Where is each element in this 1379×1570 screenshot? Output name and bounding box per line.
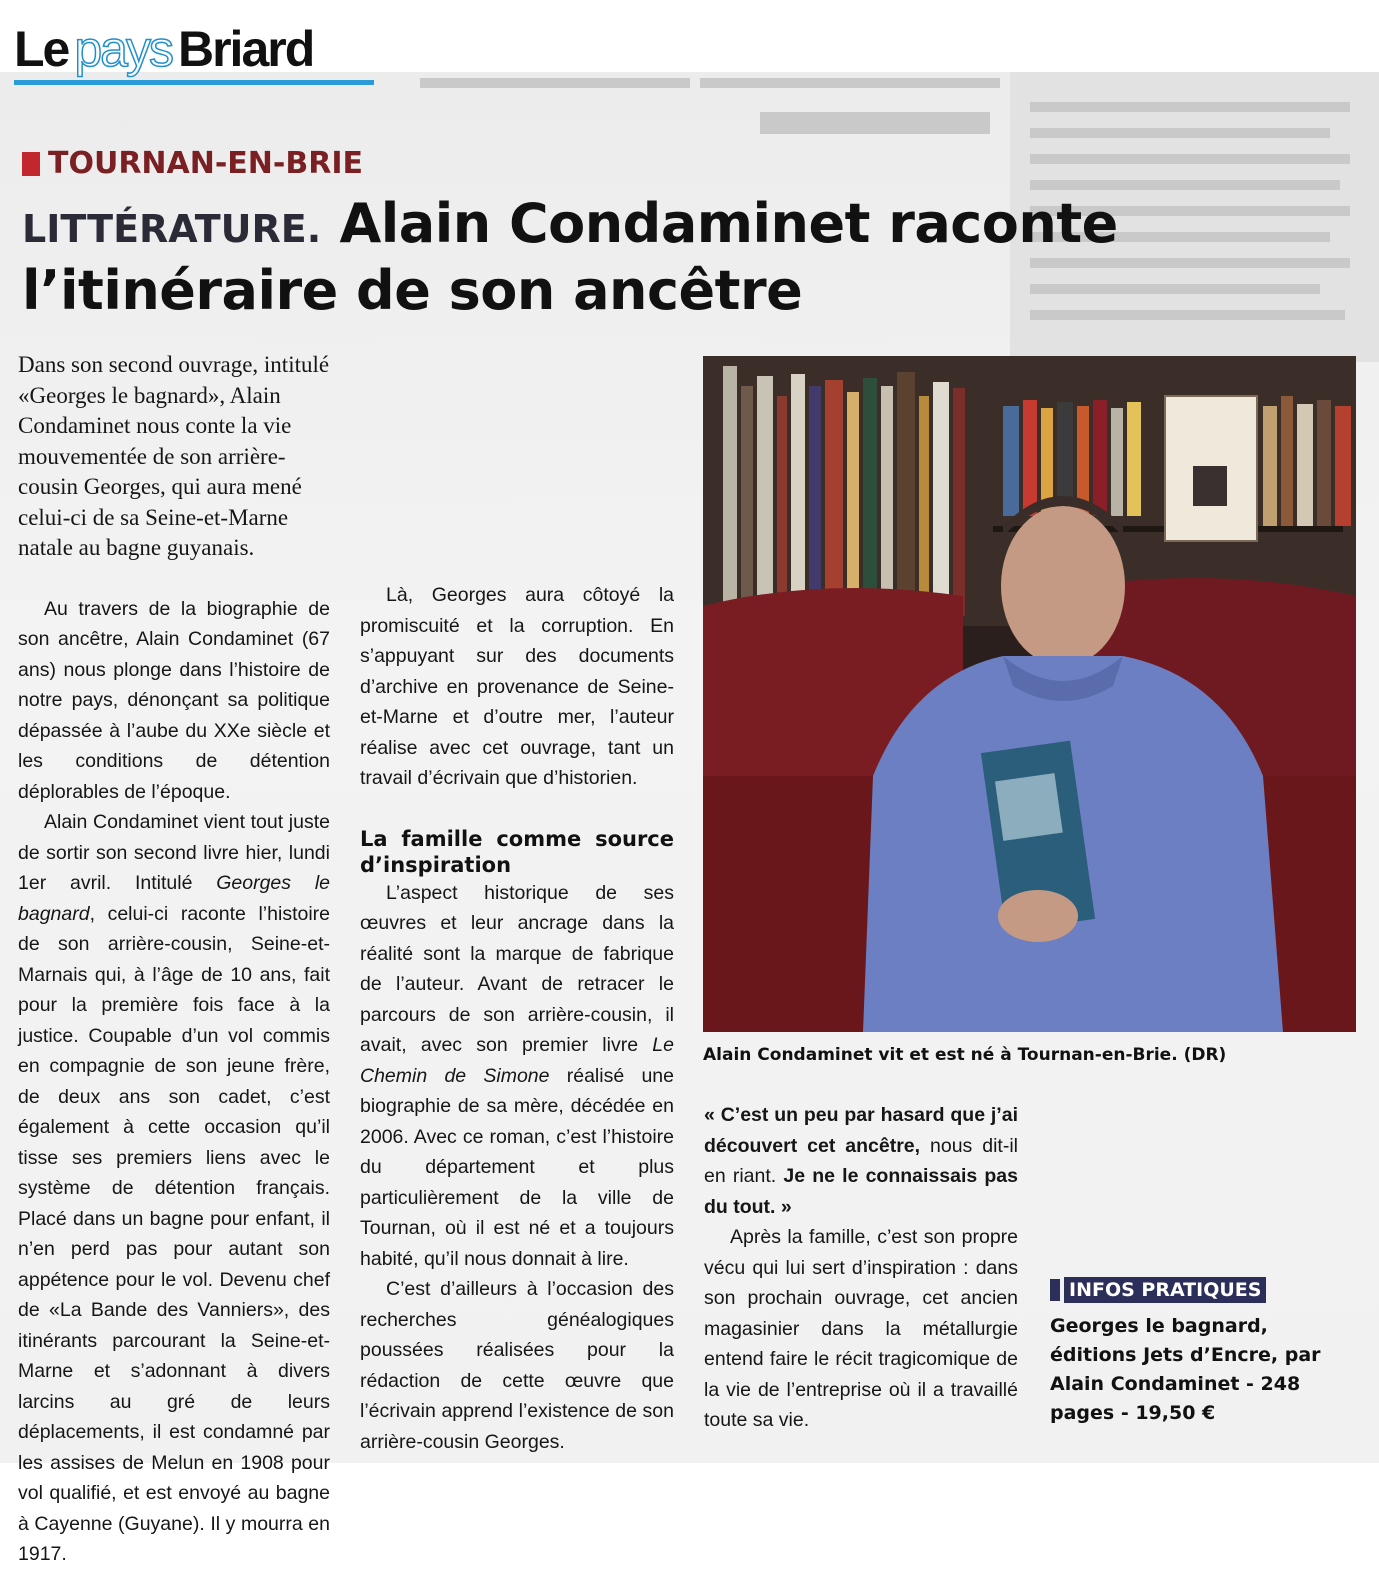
article-lead: Dans son second ouvrage, intitulé «Georges le bagnard», Alain Condaminet nous conte la vie mouvementée de son arrière-cousin Georges, qui aura mené celui-ci de sa Seine-et-Marne natale au bagne guyanais. <box>18 352 330 560</box>
article-column-1 <box>18 350 330 1570</box>
article-paragraph-5: C’est d’ailleurs à l’occasion des recherches généalogiques poussées réalisées pour la rédaction de cette œuvre que l’écrivain apprend l’existence de son arrière-cousin Georges. <box>360 1278 674 1453</box>
book-title-georges: Georges le bagnard <box>18 872 331 925</box>
masthead-logo <box>14 20 313 80</box>
article-headline <box>22 193 1302 322</box>
logo-word-pays: pays <box>74 21 172 77</box>
article-column-2 <box>360 350 674 1457</box>
infos-square-icon <box>1050 1279 1060 1301</box>
article-column-3 <box>704 1100 1018 1436</box>
article-paragraph-3: Là, Georges aura côtoyé la promiscuité et la corruption. En s’appuyant sur des documents d’archive en provenance de Seine-et-Marne et d’outre mer, l’auteur réalise avec cet ouvrage, tant un travail d’écrivain que d’historien. <box>360 584 674 789</box>
article-subhead: La famille comme source d’inspiration <box>360 826 674 877</box>
article-quote <box>704 1100 1018 1222</box>
article-paragraph-4 <box>360 878 674 1275</box>
quote-attribution: nous dit-il en riant. <box>704 1134 1018 1187</box>
paragraph-2-start: Alain Condaminet vient tout juste de sortir son second livre hier, lundi 1er avril. Intitulé <box>18 811 330 894</box>
headline-title: Alain Condaminet raconte l’itinéraire de son ancêtre <box>22 192 1118 322</box>
article-paragraph-2 <box>18 807 330 1570</box>
logo-word-briard: Briard <box>177 21 314 77</box>
book-title-simone: Le Chemin de Simone <box>360 1034 674 1087</box>
paragraph-4-start: L’aspect historique de ses œuvres et leur ancrage dans la réalité sont la marque de fabrique de l’auteur. Avant de retracer le parcours de son arrière-cousin, il avait, avec son premier livre <box>360 881 674 1056</box>
photo-illustration <box>703 356 1356 1032</box>
article-paragraph-1: Au travers de la biographie de son ancêtre, Alain Condaminet (67 ans) nous plonge dans l’histoire de notre pays, dénonçant sa politique dépassée à l’aube du XXe siècle et les conditions de détention déplorables de l’époque. <box>18 597 330 803</box>
infos-pratiques-text: Georges le bagnard, éditions Jets d’Encre, par Alain Condaminet - 248 pages - 19,50 € <box>1050 1315 1321 1424</box>
rubric-square-icon <box>22 152 40 176</box>
infos-label: INFOS PRATIQUES <box>1064 1277 1266 1303</box>
rubric-label: TOURNAN-EN-BRIE <box>48 146 363 181</box>
infos-pratiques-header <box>1050 1277 1266 1303</box>
paragraph-2-end: , celui-ci raconte l’histoire de son arrière-cousin, Seine-et-Marnais qui, à l’âge de 10 ans, fait pour la première fois face à la justice. Coupable d’un vol commis en compagnie de son jeune frère, de deux ans son cadet, c’est également à cette occasion qu’il tisse ses premiers liens avec le système de détention français. Placé dans un bagne pour enfant, il n’en perd pas pour autant son appétence pour le vol. Devenu chef de «La Bande des Vanniers», des itinérants parcourant la Seine-et-Marne et s’adonnant à divers larcins au gré de leurs déplacements, il est condamné par les assises de Melun en 1908 pour vol qualifié, et est envoyé au bagne à Cayenne (Guyane). Il y mourra en 1917. <box>18 902 330 1565</box>
logo-word-le: Le <box>14 21 69 77</box>
masthead-underline <box>14 80 374 85</box>
article-paragraph-6: Après la famille, c’est son propre vécu qui lui sert d’inspiration : dans son prochain ouvrage, cet ancien magasinier dans la métallurgie entend faire le récit tragicomique de la vie de l’entreprise où il a travaillé toute sa vie. <box>704 1226 1018 1431</box>
headline-kicker: LITTÉRATURE. <box>22 207 322 251</box>
quote-part-1: « C’est un peu par hasard que j’ai découvert cet ancêtre, <box>704 1104 1018 1157</box>
section-rubric <box>22 146 363 181</box>
paragraph-4-end: réalisé une biographie de sa mère, décédée en 2006. Avec ce roman, c’est l’histoire du département et plus particulièrement de la ville de Tournan, où il est né et a toujours habité, qu’il nous donnait à lire. <box>360 1064 674 1270</box>
photo-caption: Alain Condaminet vit et est né à Tournan-en-Brie. (DR) <box>703 1045 1227 1065</box>
quote-part-2: Je ne le connaissais pas du tout. » <box>704 1165 1018 1218</box>
author-photo <box>703 356 1356 1032</box>
